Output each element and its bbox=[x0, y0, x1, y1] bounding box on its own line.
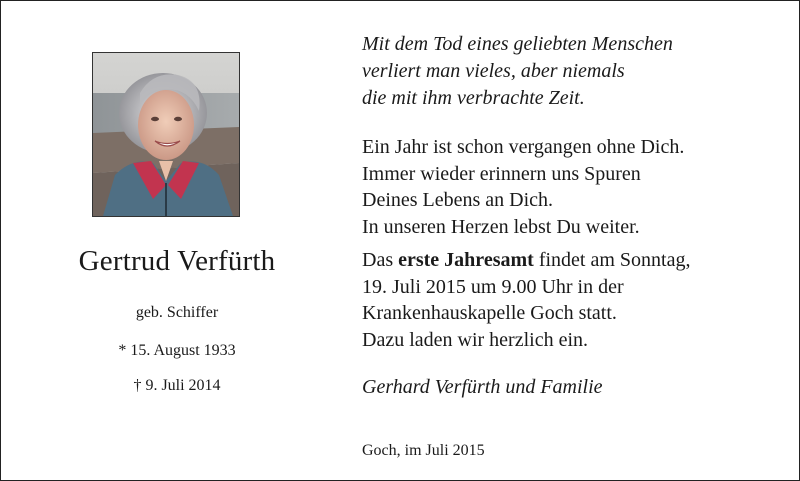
family-signature: Gerhard Verfürth und Familie bbox=[362, 376, 603, 398]
portrait-photo-icon bbox=[93, 53, 239, 216]
notice-line: 19. Juli 2015 um 9.00 Uhr in der bbox=[362, 275, 624, 298]
notice-suffix: findet am Sonntag, bbox=[533, 249, 691, 271]
tribute-line: Deines Lebens an Dich. bbox=[362, 189, 554, 211]
tribute-line: Immer wieder erinnern uns Spuren bbox=[362, 162, 641, 185]
tribute-line: In unseren Herzen lebst Du weiter. bbox=[362, 215, 640, 238]
notice-highlight: erste Jahresamt bbox=[398, 249, 534, 271]
tribute-text bbox=[362, 134, 782, 240]
poem-line: die mit ihm verbrachte Zeit. bbox=[362, 87, 585, 109]
tribute-line: Ein Jahr ist schon vergangen ohne Dich. bbox=[362, 136, 685, 158]
birth-date: * 15. August 1933 bbox=[118, 342, 236, 359]
birth-name: geb. Schiffer bbox=[135, 304, 219, 321]
notice-line: Dazu laden wir herzlich ein. bbox=[362, 328, 589, 351]
poem-line: Mit dem Tod eines geliebten Menschen bbox=[362, 33, 673, 55]
memorial-poem bbox=[362, 31, 782, 112]
notice-line: Krankenhauskapelle Goch statt. bbox=[362, 302, 617, 324]
deceased-name: Gertrud Verfürth bbox=[78, 245, 276, 277]
memorial-service-notice bbox=[362, 247, 782, 353]
notice-line bbox=[362, 247, 782, 274]
poem-line: verliert man vieles, aber niemals bbox=[362, 60, 625, 82]
portrait-photo bbox=[92, 52, 240, 217]
notice-prefix: Das bbox=[362, 249, 399, 271]
death-date: † 9. Juli 2014 bbox=[133, 377, 221, 394]
place-date: Goch, im Juli 2015 bbox=[362, 442, 485, 459]
